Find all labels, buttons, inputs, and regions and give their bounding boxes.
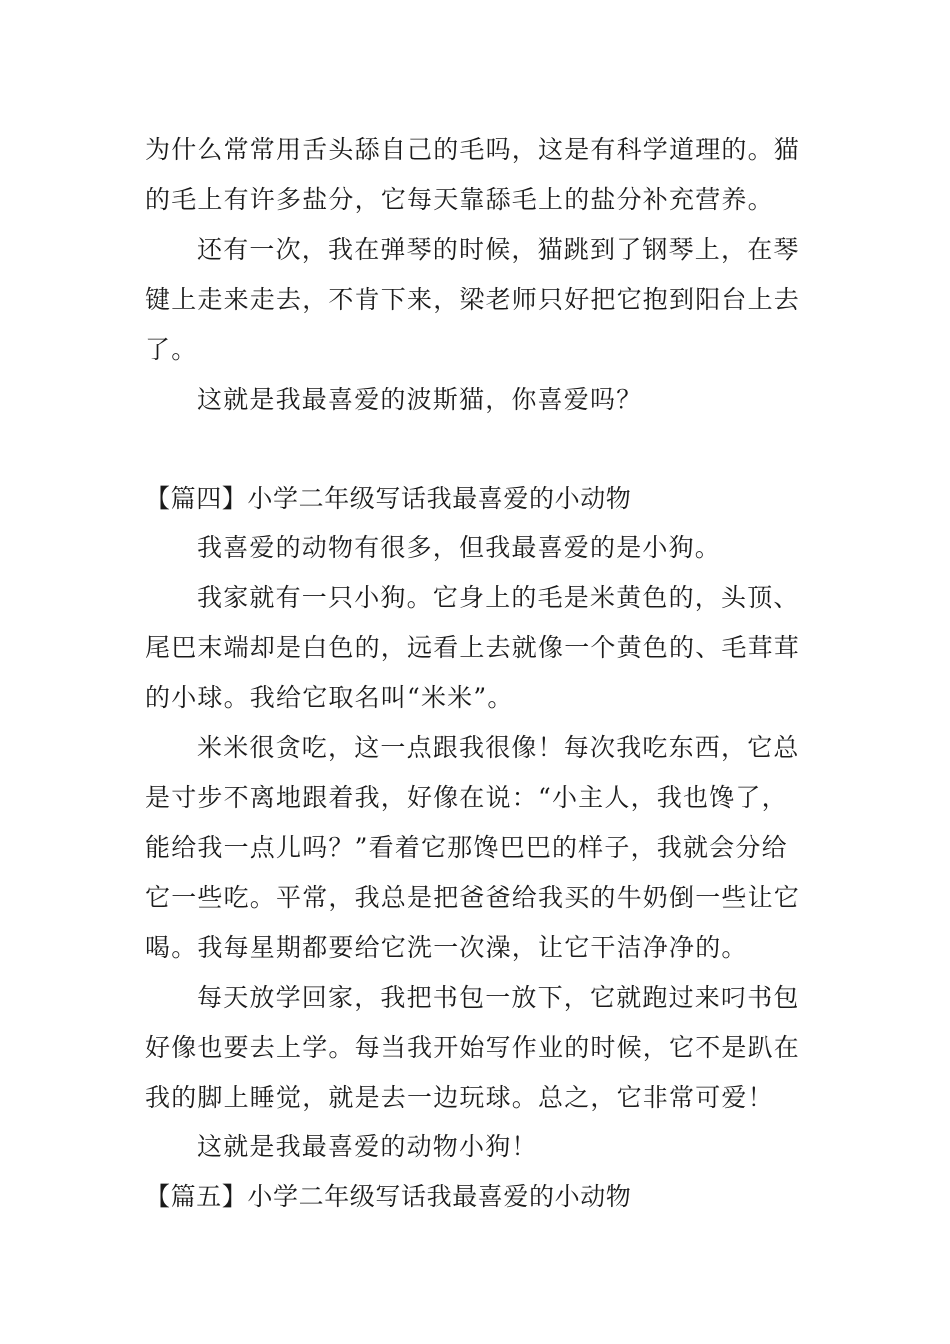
paragraph-line: 我的脚上睡觉，就是去一边玩球。总之，它非常可爱！ [145,1083,774,1112]
paragraph-line: 它一些吃。平常，我总是把爸爸给我买的牛奶倒一些让它 [145,883,801,912]
paragraph-line: 能给我一点儿吗？”看着它那馋巴巴的样子，我就会分给 [145,833,788,862]
paragraph-line: 还有一次，我在弹琴的时候，猫跳到了钢琴上，在琴 [197,235,800,264]
paragraph-line: 为什么常常用舌头舔自己的毛吗，这是有科学道理的。猫 [145,135,801,164]
paragraph-line: 好像也要去上学。每当我开始写作业的时候，它不是趴在 [145,1033,801,1062]
section-heading: 【篇五】小学二年级写话我最喜爱的小动物 [145,1182,632,1211]
paragraph-line: 我喜爱的动物有很多，但我最喜爱的是小狗。 [197,533,722,562]
paragraph-line: 喝。我每星期都要给它洗一次澡，让它干洁净净的。 [145,933,748,962]
paragraph-line: 这就是我最喜爱的波斯猫，你喜爱吗？ [197,385,643,414]
paragraph-line: 键上走来走去，不肯下来，梁老师只好把它抱到阳台上去 [145,285,801,314]
paragraph-line: 每天放学回家，我把书包一放下，它就跑过来叼书包 [197,983,800,1012]
paragraph-line: 尾巴末端却是白色的，远看上去就像一个黄色的、毛茸茸 [145,633,801,662]
paragraph-line: 的毛上有许多盐分，它每天靠舔毛上的盐分补充营养。 [145,185,774,214]
paragraph-line: 我家就有一只小狗。它身上的毛是米黄色的，头顶、 [197,583,800,612]
paragraph-line: 的小球。我给它取名叫“米米”。 [145,683,514,712]
section-heading: 【篇四】小学二年级写话我最喜爱的小动物 [145,484,632,513]
paragraph-line: 米米很贪吃，这一点跟我很像！每次我吃东西，它总 [197,733,800,762]
paragraph-line: 这就是我最喜爱的动物小狗！ [197,1132,538,1161]
paragraph-line: 是寸步不离地跟着我，好像在说：“小主人，我也馋了， [145,783,788,812]
paragraph-line: 了。 [145,335,198,364]
